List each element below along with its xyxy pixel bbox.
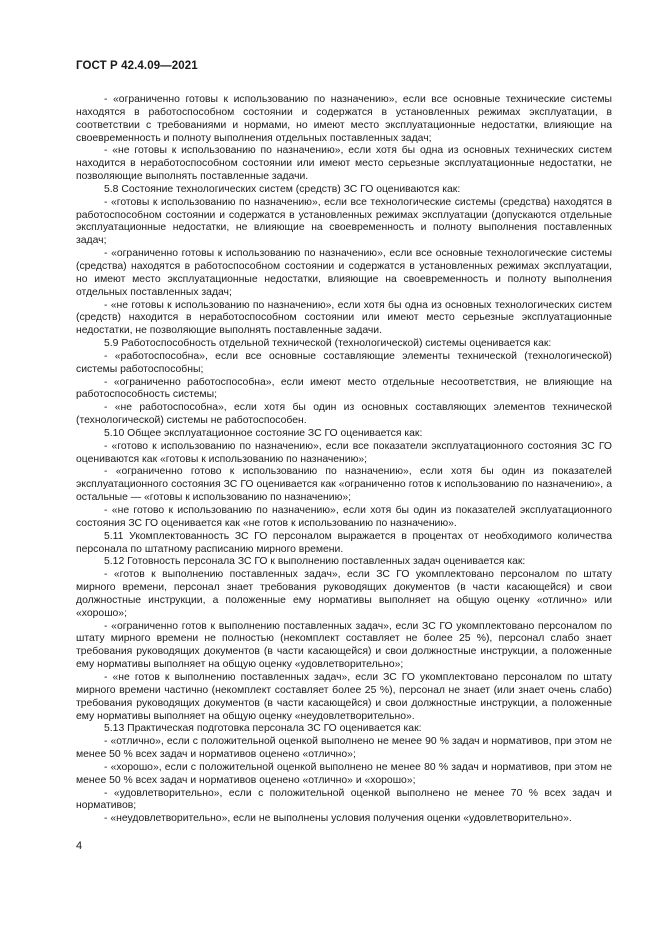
paragraph-2: - «не готовы к использованию по назначению», если хотя бы одна из основных технических систем находится в неработоспособном состоянии или имеют место серьезные эксплуатационные недостатки, не позволяющие выполнять поставленные задачи. [76,145,612,183]
paragraph-23: - «удовлетворительно», если с положительной оценкой выполнено не менее 70 % всех задач и нормативов; [76,787,612,812]
paragraph-12: - «готово к использованию по назначению», если все показатели эксплуатационного состояния ЗС ГО оцениваются как «готовы к использованию по назначению»; [76,440,612,465]
section-5-11: 5.11 Укомплектованность ЗС ГО персоналом выражается в процентах от необходимого количества персонала по штатному расписанию мирного времени. [76,530,612,555]
paragraph-9: - «ограниченно работоспособна», если имеют место отдельные несоответствия, не влияющие на работоспособность системы; [76,376,612,401]
paragraph-18: - «ограниченно готов к выполнению поставленных задач», если ЗС ГО укомплектовано персоналом по штату мирного времени не полностью (некомплект составляет не более 25 %), персонал слабо знает требования руководящих документов (в части касающейся) и свои должностные инструкции, а положенные ему нормативы выполняет на общую оценку «удовлетворительно»; [76,620,612,671]
paragraph-8: - «работоспособна», если все основные составляющие элементы технической (технологической) системы работоспособны; [76,350,612,375]
paragraph-21: - «отлично», если с положительной оценкой выполнено не менее 90 % задач и нормативов, при этом не менее 50 % всех задач и нормативов оценено «отлично»; [76,736,612,761]
page-number: 4 [76,840,83,852]
section-5-12-heading: 5.12 Готовность персонала ЗС ГО к выполнению поставленных задач оценивается как: [104,556,526,568]
paragraph-4: - «готовы к использованию по назначению», если все технологические системы (средства) находятся в работоспособном состоянии и содержатся в установленных режимах эксплуатации (допускаются отдельные эксплуатационные недостатки, не влияющие на своевременность и полноту выполнения поставленных задач; [76,196,612,247]
paragraph-14: - «не готово к использованию по назначению», если хотя бы один из показателей эксплуатационного состояния ЗС ГО оценивается как «не готов к использованию по назначению». [76,505,612,529]
paragraph-6: - «не готовы к использованию по назначению», если хотя бы одна из основных технологических систем (средств) находится в неработоспособном состоянии или имеют место серьезные эксплуатационные недостатки, не позволяющие выполнять поставленные задачи. [76,299,612,337]
document-header: ГОСТ Р 42.4.09—2021 [76,60,198,72]
section-5-8-heading: 5.8 Состояние технологических систем (средств) ЗС ГО оцениваются как: [104,183,461,195]
paragraph-10: - «не работоспособна», если хотя бы один из основных составляющих элементов технической (технологической) системы не работоспособен. [76,402,612,427]
section-5-9-heading: 5.9 Работоспособность отдельной технической (технологической) системы оценивается как: [104,338,552,350]
paragraph-17: - «готов к выполнению поставленных задач», если ЗС ГО укомплектовано персоналом по штату мирного времени, персонал знает требования руководящих документов (в части касающейся) и свои должностные инструкции, а положенные ему нормативы выполняет на общую оценку «отлично» или «хорошо»; [76,569,612,619]
section-5-10-heading: 5.10 Общее эксплуатационное состояние ЗС ГО оценивается как: [104,427,423,439]
paragraph-1: - «ограниченно готовы к использованию по назначению», если все основные технические системы находятся в работоспособном состоянии и содержатся в установленных режимах эксплуатации, в соответствии с требованиями и нормами, но имеют место эксплуатационные недостатки, влияющие на своевременность и полноту выполнения отдельных поставленных задач; [76,94,612,144]
document-body [76,94,612,826]
paragraph-24: - «неудовлетворительно», если не выполнены условия получения оценки «удовлетворительно». [104,813,572,825]
section-5-13-heading: 5.13 Практическая подготовка персонала ЗС ГО оценивается как: [104,723,422,735]
paragraph-22: - «хорошо», если с положительной оценкой выполнено не менее 80 % задач и нормативов, при этом не менее 50 % всех задач и нормативов оценено «отлично» и «хорошо»; [76,761,612,786]
paragraph-5: - «ограниченно готовы к использованию по назначению», если все основные технологические системы (средства) находятся в работоспособном состоянии и содержатся в установленных режимах эксплуатации, но имеют место эксплуатационные недостатки, влияющие на своевременность и полноту выполнения отдельных поставленных задач; [76,248,612,298]
paragraph-19: - «не готов к выполнению поставленных задач», если ЗС ГО укомплектовано персоналом по штату мирного времени частично (некомплект составляет более 25 %), персонал не знает (или знает очень слабо) требования руководящих документов (в части касающейся) и свои должностные инструкции, а положенные ему нормативы выполняет на общую оценку «неудовлетворительно». [76,671,612,722]
paragraph-13: - «ограниченно готово к использованию по назначению», если хотя бы один из показателей эксплуатационного состояния ЗС ГО оценивается как «ограниченно готов к использованию по назначению», а остальные — «готовы к использованию по назначению»; [76,466,612,504]
